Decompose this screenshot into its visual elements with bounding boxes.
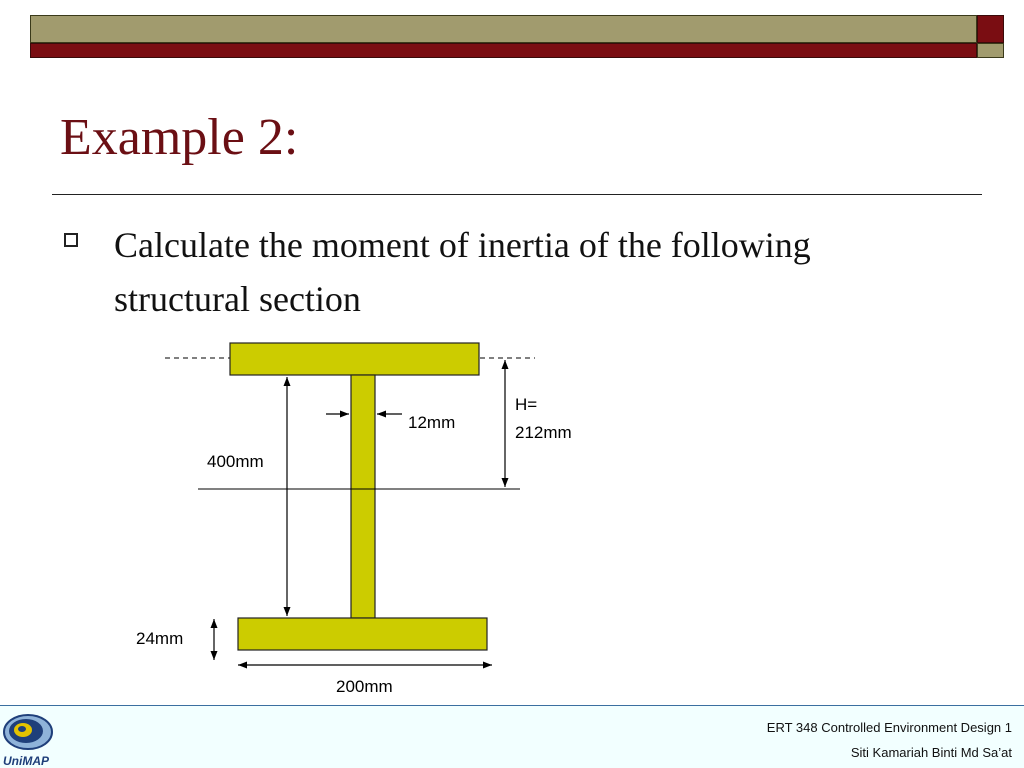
logo-text: UniMAP	[3, 754, 49, 767]
flange-width-label: 200mm	[336, 677, 393, 696]
footer-author: Siti Kamariah Binti Md Sa’at	[850, 745, 1012, 760]
bottom-flange	[238, 618, 487, 650]
web-thickness-label: 12mm	[408, 413, 456, 432]
bullet-text: Calculate the moment of inertia of the following structural section	[114, 225, 811, 319]
slide-title: Example 2:	[60, 109, 299, 166]
flange-thickness-label: 24mm	[136, 629, 184, 648]
footer-course: ERT 348 Controlled Environment Design 1	[766, 720, 1012, 735]
top-flange	[230, 343, 479, 375]
unimap-logo	[2, 709, 54, 767]
height-label-line2: 212mm	[515, 423, 572, 442]
footer	[0, 705, 1024, 768]
height-label-line1: H=	[515, 395, 538, 414]
web-height-label: 400mm	[207, 452, 264, 471]
web	[351, 375, 375, 618]
